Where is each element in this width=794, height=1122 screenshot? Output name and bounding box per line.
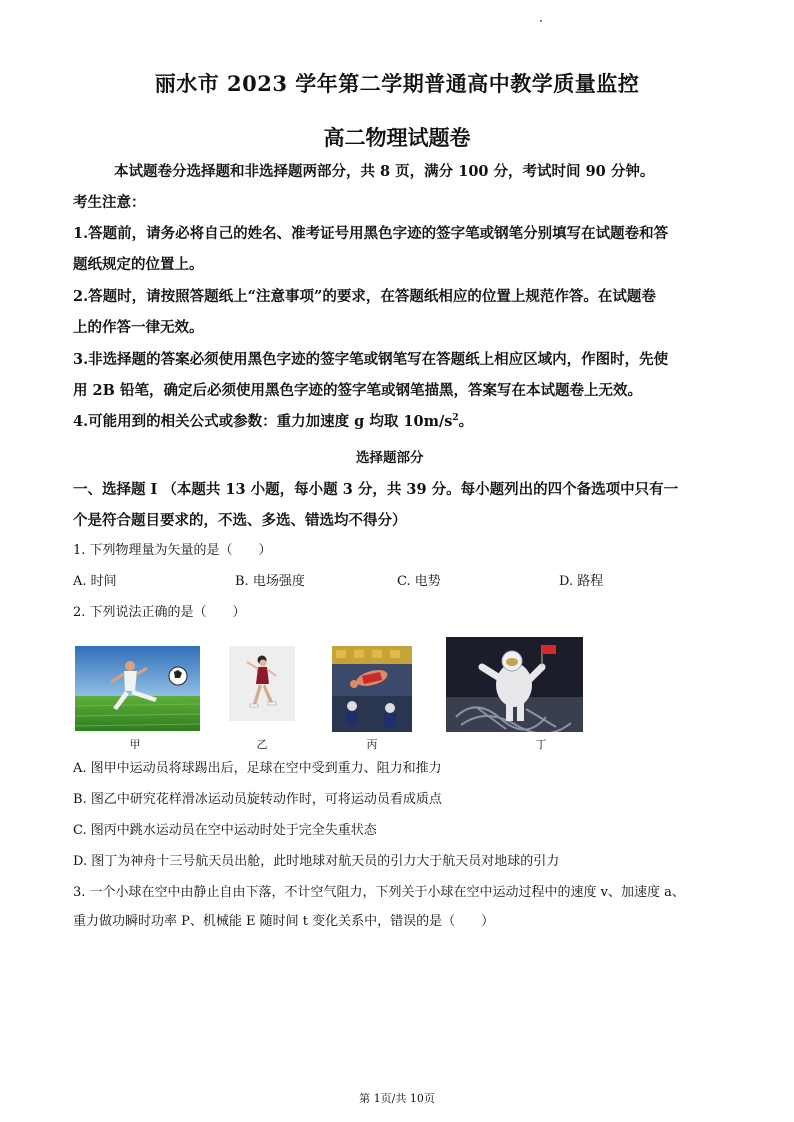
exam-intro: 本试题卷分选择题和非选择题两部分，共 8 页，满分 100 分，考试时间 90 分钟。 <box>114 163 655 180</box>
section-heading-line-1: 一、选择题 I （本题共 13 小题，每小题 3 分，共 39 分。每小题列出的四个备选项中只有一 <box>73 481 679 498</box>
note-1-line-2: 题纸规定的位置上。 <box>73 256 204 273</box>
q2-option-c: C. 图丙中跳水运动员在空中运动时处于完全失重状态 <box>73 823 377 838</box>
scan-dot <box>540 20 542 22</box>
q2-option-a: A. 图甲中运动员将球踢出后，足球在空中受到重力、阻力和推力 <box>73 761 442 776</box>
caption-ding: 丁 <box>535 738 547 751</box>
caption-bing: 丙 <box>366 738 378 751</box>
note-1-line-1: 1.答题前，请务必将自己的姓名、准考证号用黑色字迹的签字笔或钢笔分别填写在试题卷和答 <box>73 225 669 242</box>
exam-subtitle: 高二物理试题卷 <box>323 125 471 150</box>
q1-stem: 1. 下列物理量为矢量的是（ ） <box>73 543 272 558</box>
q2-option-d: D. 图丁为神舟十三号航天员出舱，此时地球对航天员的引力大于航天员对地球的引力 <box>73 854 560 869</box>
photo-skater <box>229 646 295 721</box>
q2-option-b: B. 图乙中研究花样滑冰运动员旋转动作时，可将运动员看成质点 <box>73 792 442 807</box>
caption-yi: 乙 <box>256 738 268 751</box>
note-4: 4.可能用到的相关公式或参数：重力加速度 g 均取 $10m/s^2$。 <box>73 413 474 430</box>
photo-diver <box>332 646 412 732</box>
note-3-line-2: 用 2B 铅笔，确定后必须使用黑色字迹的签字笔或钢笔描黑，答案写在本试题卷上无效。 <box>73 382 642 399</box>
caption-jia: 甲 <box>129 738 141 751</box>
q2-stem: 2. 下列说法正确的是（ ） <box>73 605 246 620</box>
q1-option-a: A. 时间 <box>73 574 117 589</box>
q1-option-c: C. 电势 <box>397 574 441 589</box>
q3-stem-line-2: 重力做功瞬时功率 P、机械能 E 随时间 t 变化关系中，错误的是（ ） <box>73 914 495 929</box>
exam-title: 丽水市 2023 学年第二学期普通高中教学质量监控 <box>154 71 640 96</box>
section-label: 选择题部分 <box>356 450 424 466</box>
notes-heading: 考生注意： <box>73 194 146 211</box>
page-number: 第 1页/共 10页 <box>359 1092 435 1105</box>
note-2-line-1: 2.答题时，请按照答题纸上“注意事项”的要求，在答题纸相应的位置上规范作答。在试题卷 <box>73 288 656 305</box>
photo-astronaut <box>446 637 583 732</box>
q3-stem-line-1: 3. 一个小球在空中由静止自由下落，不计空气阻力，下列关于小球在空中运动过程中的速度 v、加速度 a、 <box>73 885 685 900</box>
note-3-line-1: 3.非选择题的答案必须使用黑色字迹的签字笔或钢笔写在答题纸上相应区域内，作图时，先使 <box>73 351 669 368</box>
section-heading-line-2: 个是符合题目要求的，不选、多选、错选均不得分） <box>73 512 407 529</box>
q1-option-b: B. 电场强度 <box>235 574 305 589</box>
photo-soccer <box>75 646 200 731</box>
q1-option-d: D. 路程 <box>559 574 604 589</box>
note-2-line-2: 上的作答一律无效。 <box>73 319 204 336</box>
